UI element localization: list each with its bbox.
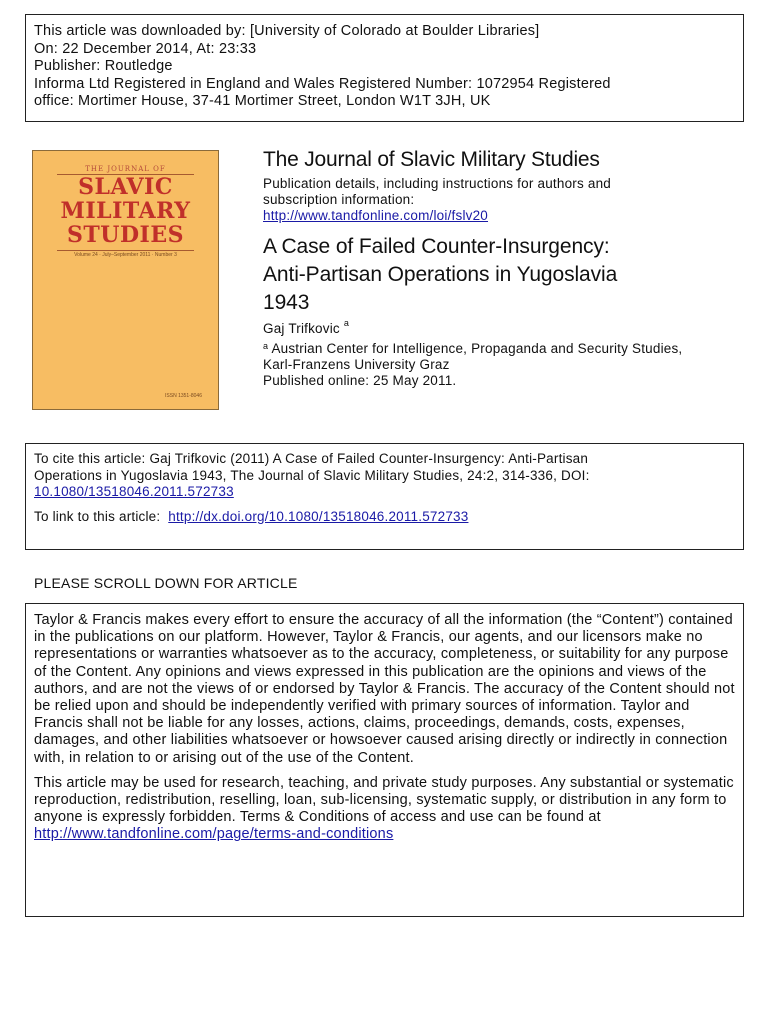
published-online: Published online: 25 May 2011. — [263, 373, 457, 388]
article-title-line-3: 1943 — [263, 291, 310, 314]
journal-title: The Journal of Slavic Military Studies — [263, 148, 600, 171]
cover-rule-bottom — [57, 250, 194, 251]
terms-paragraph-2 — [34, 775, 735, 844]
download-line-2: On: 22 December 2014, At: 23:33 — [34, 40, 257, 57]
affiliation-superscript: a — [263, 341, 269, 351]
citation-line-1: To cite this article: Gaj Trifkovic (2011) A Case of Failed Counter-Insurgency: Anti-Partisan — [34, 451, 589, 466]
download-notice-box — [25, 14, 744, 122]
cover-title-line-1: SLAVIC — [78, 174, 173, 200]
doi-link[interactable]: 10.1080/13518046.2011.572733 — [34, 484, 234, 499]
link-row — [34, 509, 735, 526]
affiliation-line-2: Karl-Franzens University Graz — [263, 357, 450, 372]
citation-line-2: Operations in Yugoslavia 1943, The Journal of Slavic Military Studies, 24:2, 314-336, DOI: — [34, 467, 590, 483]
cover-meta-line: Volume 24 · July–September 2011 · Number 3 — [74, 252, 177, 258]
terms-paragraph-2-text: This article may be used for research, teaching, and private study purposes. Any substantial or systematic reproduction, redistribution, reselling, loan, sub-licensing, systematic supply, or distribution in any form to anyone is expressly forbidden. Terms & Conditions of access and use can be found at — [34, 774, 734, 826]
article-title-line-2: Anti-Partisan Operations in Yugoslavia — [263, 263, 618, 286]
download-line-3: Publisher: Routledge — [34, 58, 173, 75]
cover-title-line-2: MILITARY — [60, 198, 191, 224]
journal-cover-image — [32, 150, 219, 410]
author-name: Gaj Trifkovic — [263, 321, 340, 336]
cover-title-line-3: STUDIES — [67, 222, 184, 248]
link-label: To link to this article: — [34, 508, 161, 524]
author — [263, 318, 743, 336]
download-line-1: This article was downloaded by: [University of Colorado at Boulder Libraries] — [34, 23, 540, 39]
article-doi-url-link[interactable]: http://dx.doi.org/10.1080/13518046.2011.572733 — [168, 508, 469, 524]
terms-paragraph-1: Taylor & Francis makes every effort to ensure the accuracy of all the information (the “Content”) contained in the publications on our platform. However, Taylor & Francis, our agents, and our licensors make no representations or warranties whatsoever as to the accuracy, completeness, or suitability for any purpose of the Content. Any opinions and views expressed in this publication are the opinions and views of the authors, and are not the views of or endorsed by Taylor & Francis. The accuracy of the Content should not be relied upon and should be independently verified with primary sources of information. Taylor and Francis shall not be liable for any losses, actions, claims, proceedings, demands, costs, expenses, damages, and other liabilities whatsoever or howsoever caused arising directly or indirectly in connection with, in relation to or arising out of the use of the Content. — [34, 612, 735, 766]
details-line-1: Publication details, including instructions for authors and — [263, 176, 611, 191]
download-line-5: office: Mortimer House, 37-41 Mortimer Street, London W1T 3JH, UK — [34, 93, 491, 110]
publication-block — [263, 146, 743, 389]
citation-box — [25, 443, 744, 550]
cover-title — [33, 175, 218, 247]
affiliation — [263, 341, 743, 389]
affiliation-line-1-text: Austrian Center for Intelligence, Propaganda and Security Studies, — [271, 341, 683, 356]
affiliation-line-1 — [263, 341, 743, 357]
terms-box — [25, 603, 744, 917]
article-title-line-1: A Case of Failed Counter-Insurgency: — [263, 235, 610, 258]
journal-url-link[interactable]: http://www.tandfonline.com/loi/fslv20 — [263, 208, 489, 223]
terms-conditions-link[interactable]: http://www.tandfonline.com/page/terms-and-conditions — [34, 826, 394, 843]
author-superscript: a — [343, 318, 350, 328]
article-title — [263, 233, 743, 317]
details-line-2: subscription information: — [263, 192, 415, 207]
publication-details — [263, 176, 743, 224]
cover-journal-line: THE JOURNAL OF — [85, 165, 166, 173]
cover-issn: ISSN 1351-8046 — [165, 393, 202, 399]
download-line-4: Informa Ltd Registered in England and Wales Registered Number: 1072954 Registered — [34, 75, 611, 92]
scroll-notice: PLEASE SCROLL DOWN FOR ARTICLE — [34, 575, 298, 591]
